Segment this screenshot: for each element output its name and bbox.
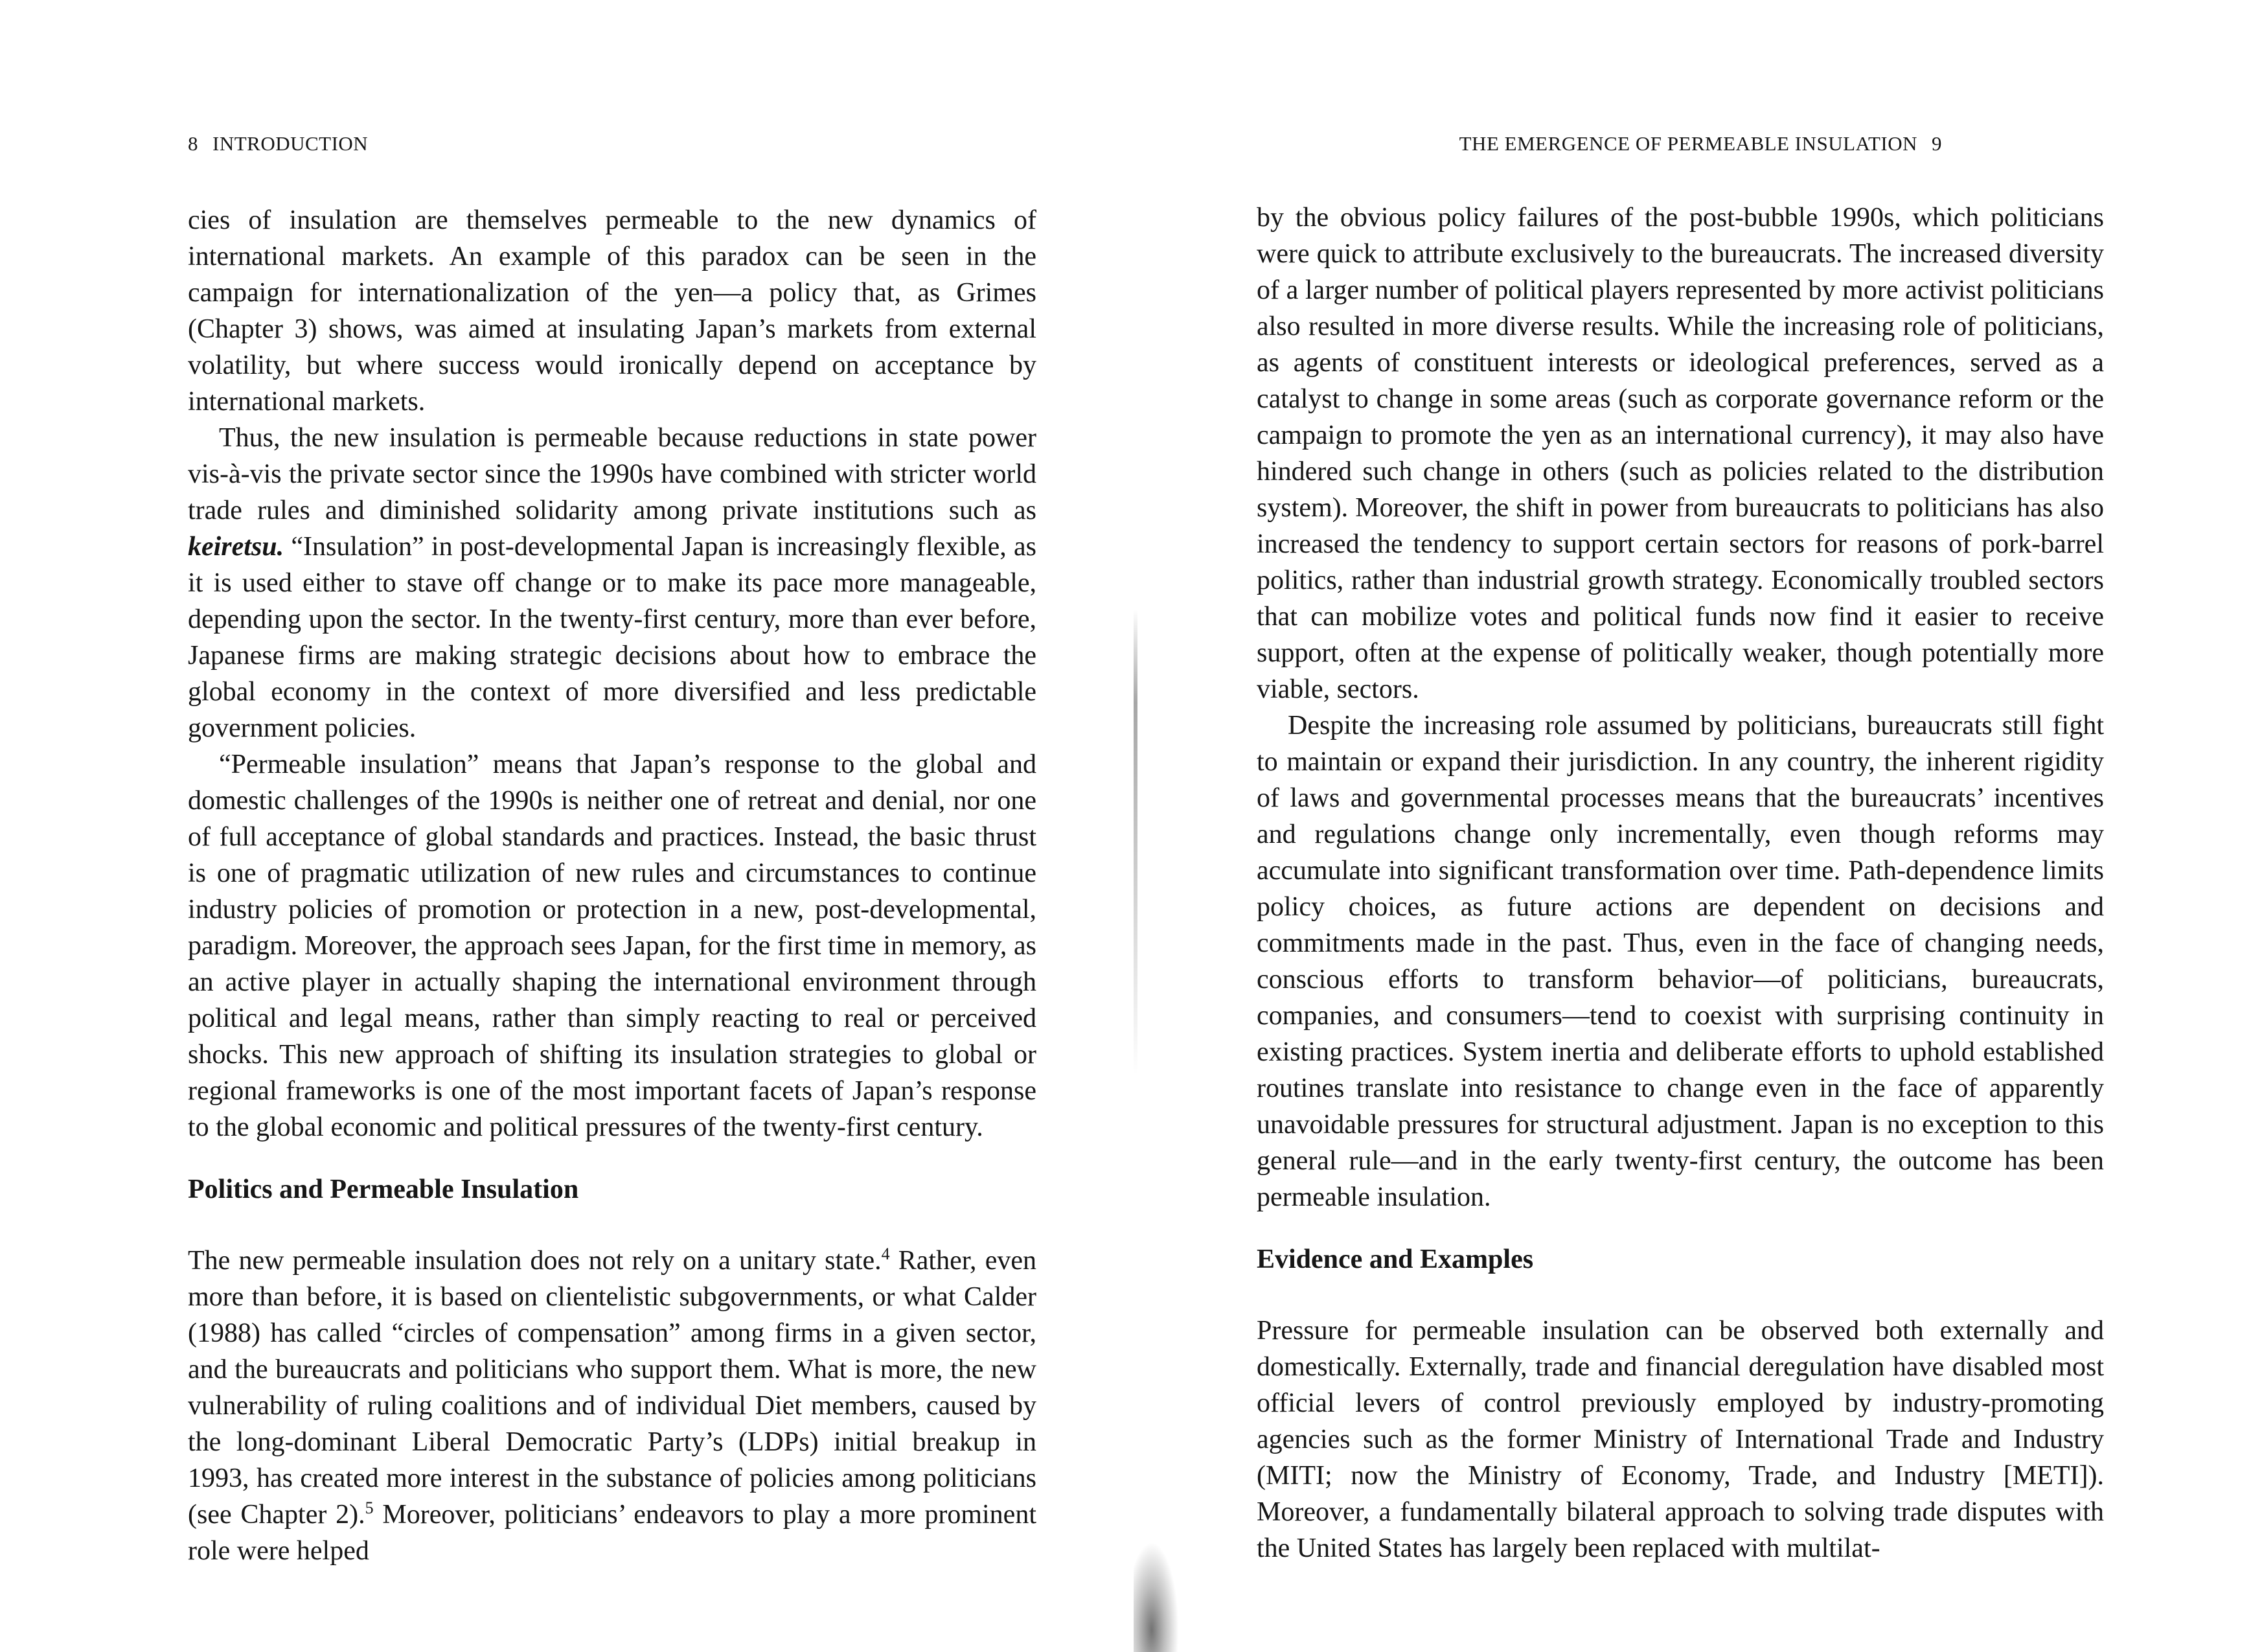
right-text-column bbox=[1257, 200, 2104, 1566]
left-running-head-title: INTRODUCTION bbox=[212, 132, 369, 155]
left-text-column bbox=[188, 202, 1036, 1569]
left-running-head bbox=[188, 132, 368, 155]
left-paragraph-4-part-1: The new permeable insulation does not rely on a unitary state. bbox=[188, 1246, 882, 1276]
footnote-ref-4[interactable]: 4 bbox=[881, 1245, 890, 1263]
right-page bbox=[1131, 0, 2262, 1652]
keiretsu-term: keiretsu. bbox=[188, 532, 284, 562]
left-paragraph-2-start: Thus, the new insulation is permeable because reductions in state power vis-à-vis the private sector since the 1990s have combined with stricter world trade rules and diminished solidarity among private institutions such as bbox=[188, 423, 1036, 525]
left-paragraph-3: “Permeable insulation” means that Japan’s response to the global and domestic challenges of the 1990s is neither one of retreat and denial, nor one of full acceptance of global standards and practices. Instead, the basic thrust is one of pragmatic utilization of new rules and circumstances to continue industry policies of promotion or protection in a new, post-developmental, paradigm. Moreover, the approach sees Japan, for the first time in memory, as an active player in actually shaping the international environment through political and legal means, rather than simply reacting to real or perceived shocks. This new approach of shifting its insulation strategies to global or regional frameworks is one of the most important facets of Japan’s response to the global economic and political pressures of the twenty-first century. bbox=[188, 750, 1036, 1142]
left-paragraph-2-end: “Insulation” in post-developmental Japan is increasingly flexible, as it is used either to stave off change or to make its pace more manageable, depending upon the sector. In the twenty-first century, more than ever before, Japanese firms are making strategic decisions about how to embrace the global economy in the context of more diversified and less predictable government policies. bbox=[188, 532, 1036, 743]
left-paragraph-4-part-3: Moreover, politicians’ endeavors to play a more prominent role were helped bbox=[188, 1500, 1036, 1566]
left-paragraph-4 bbox=[188, 1243, 1036, 1569]
section-heading-politics: Politics and Permeable Insulation bbox=[188, 1175, 579, 1204]
left-paragraph-4-part-2: Rather, even more than before, it is based on clientelistic subgovernments, or what Calder (1988) has called “circles of compensation” among firms in a given sector, and the bureaucrats and politicians who support them. What is more, the new vulnerability of ruling coalitions and of individual Diet members, caused by the long-dominant Liberal Democratic Party’s (LDPs) initial breakup in 1993, has created more interest in the substance of policies among politicians (see Chapter 2). bbox=[188, 1246, 1036, 1530]
section-heading-evidence: Evidence and Examples bbox=[1257, 1245, 1534, 1274]
left-page-number: 8 bbox=[188, 132, 198, 155]
right-running-head-title: THE EMERGENCE OF PERMEABLE INSULATION bbox=[1459, 132, 1917, 155]
right-running-head bbox=[1459, 132, 1942, 155]
left-paragraph-2 bbox=[188, 420, 1036, 746]
footnote-ref-5[interactable]: 5 bbox=[365, 1498, 374, 1517]
right-paragraph-3: Pressure for permeable insulation can be observed both externally and domestically. Externally, trade and financial deregulation have disabled most official levers of control previously employed by industry-promoting agencies such as the former Ministry of International Trade and Industry (MITI; now the Ministry of Economy, Trade, and Industry [METI]). Moreover, a fundamentally bilateral approach to solving trade disputes with the United States has largely been replaced with multilat- bbox=[1257, 1316, 2104, 1563]
left-paragraph-1: cies of insulation are themselves permeable to the new dynamics of international markets. An example of this paradox can be seen in the campaign for internationalization of the yen—a policy that, as Grimes (Chapter 3) shows, was aimed at insulating Japan’s markets from external volatility, but where success would ironically depend on acceptance by international markets. bbox=[188, 205, 1036, 417]
right-page-number: 9 bbox=[1932, 132, 1942, 155]
right-paragraph-1: by the obvious policy failures of the post-bubble 1990s, which politicians were quick to attribute exclusively to the bureaucrats. The increased diversity of a larger number of political players represented by more activist politicians also resulted in more diverse results. While the increasing role of politicians, as agents of constituent interests or ideological preferences, served as a catalyst to change in some areas (such as corporate governance reform or the campaign to promote the yen as an international currency), it may also have hindered such change in others (such as policies related to the distribution system). Moreover, the shift in power from bureaucrats to politicians has also increased the tendency to support certain sectors for reasons of pork-barrel politics, rather than industrial growth strategy. Economically troubled sectors that can mobilize votes and political funds now find it easier to receive support, often at the expense of politically weaker, though potentially more viable, sectors. bbox=[1257, 203, 2104, 704]
right-paragraph-2: Despite the increasing role assumed by politicians, bureaucrats still fight to maintain or expand their jurisdiction. In any country, the inherent rigidity of laws and governmental processes means that the bureaucrats’ incentives and regulations change only incrementally, even though reforms may accumulate into significant transformation over time. Path-dependence limits policy choices, as future actions are dependent on decisions and commitments made in the past. Thus, even in the face of changing needs, conscious efforts to transform behavior—of politicians, bureaucrats, companies, and consumers—tend to coexist with surprising continuity in existing practices. System inertia and deliberate efforts to uphold established routines translate into resistance to change even in the face of apparently unavoidable pressures for structural adjustment. Japan is no exception to this general rule—and in the early twenty-first century, the outcome has been permeable insulation. bbox=[1257, 711, 2104, 1212]
